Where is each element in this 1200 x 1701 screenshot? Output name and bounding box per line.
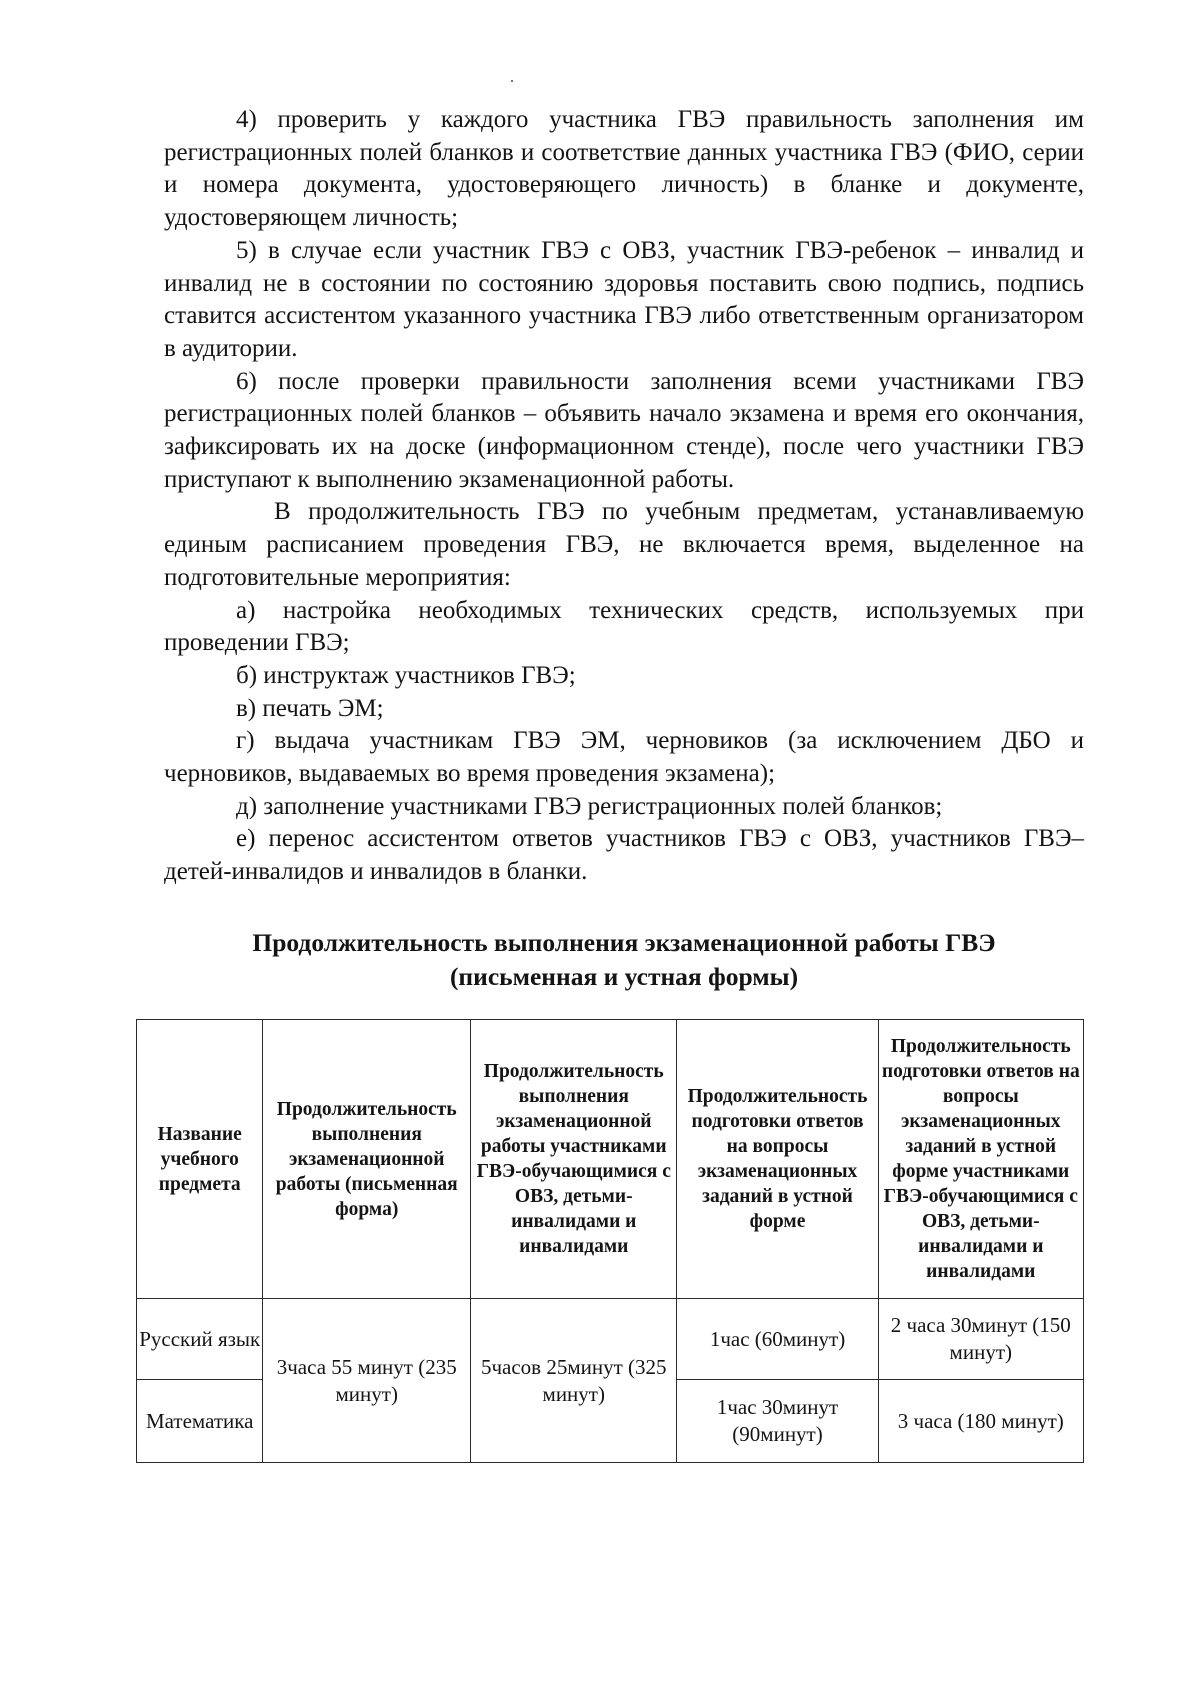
written-duration-ovz-cell: 5часов 25минут (325 минут) <box>471 1299 677 1463</box>
table-header-row <box>137 1020 1084 1299</box>
list-item-a: а) настройка необходимых технических средств, используемых при проведении ГВЭ; <box>164 596 1084 657</box>
header-oral-preparation-ovz: Продолжительность подготовки ответов на вопросы экзаменационных заданий в устной форме участниками ГВЭ-обучающимися с ОВЗ, детьми-инвалидами и инвалидами <box>878 1020 1083 1299</box>
oral-preparation-ovz-cell: 2 часа 30минут (150 минут) <box>878 1299 1083 1380</box>
paragraph-preparation-intro: В продолжительность ГВЭ по учебным предметам, устанавливаемую единым расписанием проведения ГВЭ, не включается время, выделенное на подготовительные мероприятия: <box>164 498 1084 591</box>
list-item-e: е) перенос ассистентом ответов участников ГВЭ с ОВЗ, участников ГВЭ–детей-инвалидов и инвалидов в бланки. <box>164 825 1084 886</box>
oral-preparation-cell: 1час (60минут) <box>677 1299 878 1380</box>
paragraph-item-6: 6) после проверки правильности заполнения всеми участниками ГВЭ регистрационных полей бланков – объявить начало экзамена и время его окончания, зафиксировать их на доске (информационном стенде), после чего участники ГВЭ приступают к выполнению экзаменационной работы. <box>164 367 1084 493</box>
section-title <box>164 926 1084 994</box>
header-subject: Название учебного предмета <box>137 1020 263 1299</box>
table-row <box>137 1299 1084 1380</box>
subject-cell: Математика <box>137 1380 263 1463</box>
subject-cell: Русский язык <box>137 1299 263 1380</box>
oral-preparation-ovz-cell: 3 часа (180 минут) <box>878 1380 1083 1463</box>
list-item-b: б) инструктаж участников ГВЭ; <box>236 661 576 689</box>
scan-speck <box>511 80 513 82</box>
section-title-line-1: Продолжительность выполнения экзаменационной работы ГВЭ <box>252 928 996 957</box>
paragraph-item-4: 4) проверить у каждого участника ГВЭ правильность заполнения им регистрационных полей бланков и соответствие данных участника ГВЭ (ФИО, серии и номера документа, удостоверяющего личность) в бланке и документе, удостоверяющем личность; <box>164 106 1084 232</box>
written-duration-cell: 3часа 55 минут (235 минут) <box>263 1299 471 1463</box>
exam-duration-table <box>136 1019 1084 1463</box>
list-item-v: в) печать ЭМ; <box>236 694 384 722</box>
header-written-duration-ovz: Продолжительность выполнения экзаменационной работы участниками ГВЭ-обучающимися с ОВЗ, детьми-инвалидами и инвалидами <box>471 1020 677 1299</box>
document-body <box>164 104 1084 889</box>
section-title-line-2: (письменная и устная формы) <box>449 962 799 991</box>
list-item-g: г) выдача участникам ГВЭ ЭМ, черновиков (за исключением ДБО и черновиков, выдаваемых во время проведения экзамена); <box>164 727 1084 788</box>
header-oral-preparation: Продолжительность подготовки ответов на вопросы экзаменационных заданий в устной форме <box>677 1020 878 1299</box>
paragraph-item-5: 5) в случае если участник ГВЭ с ОВЗ, участник ГВЭ-ребенок – инвалид и инвалид не в состоянии по состоянию здоровья поставить свою подпись, подпись ставится ассистентом указанного участника ГВЭ либо ответственным организатором в аудитории. <box>164 236 1084 362</box>
header-written-duration: Продолжительность выполнения экзаменационной работы (письменная форма) <box>263 1020 471 1299</box>
oral-preparation-cell: 1час 30минут (90минут) <box>677 1380 878 1463</box>
list-item-d: д) заполнение участниками ГВЭ регистрационных полей бланков; <box>236 792 943 820</box>
